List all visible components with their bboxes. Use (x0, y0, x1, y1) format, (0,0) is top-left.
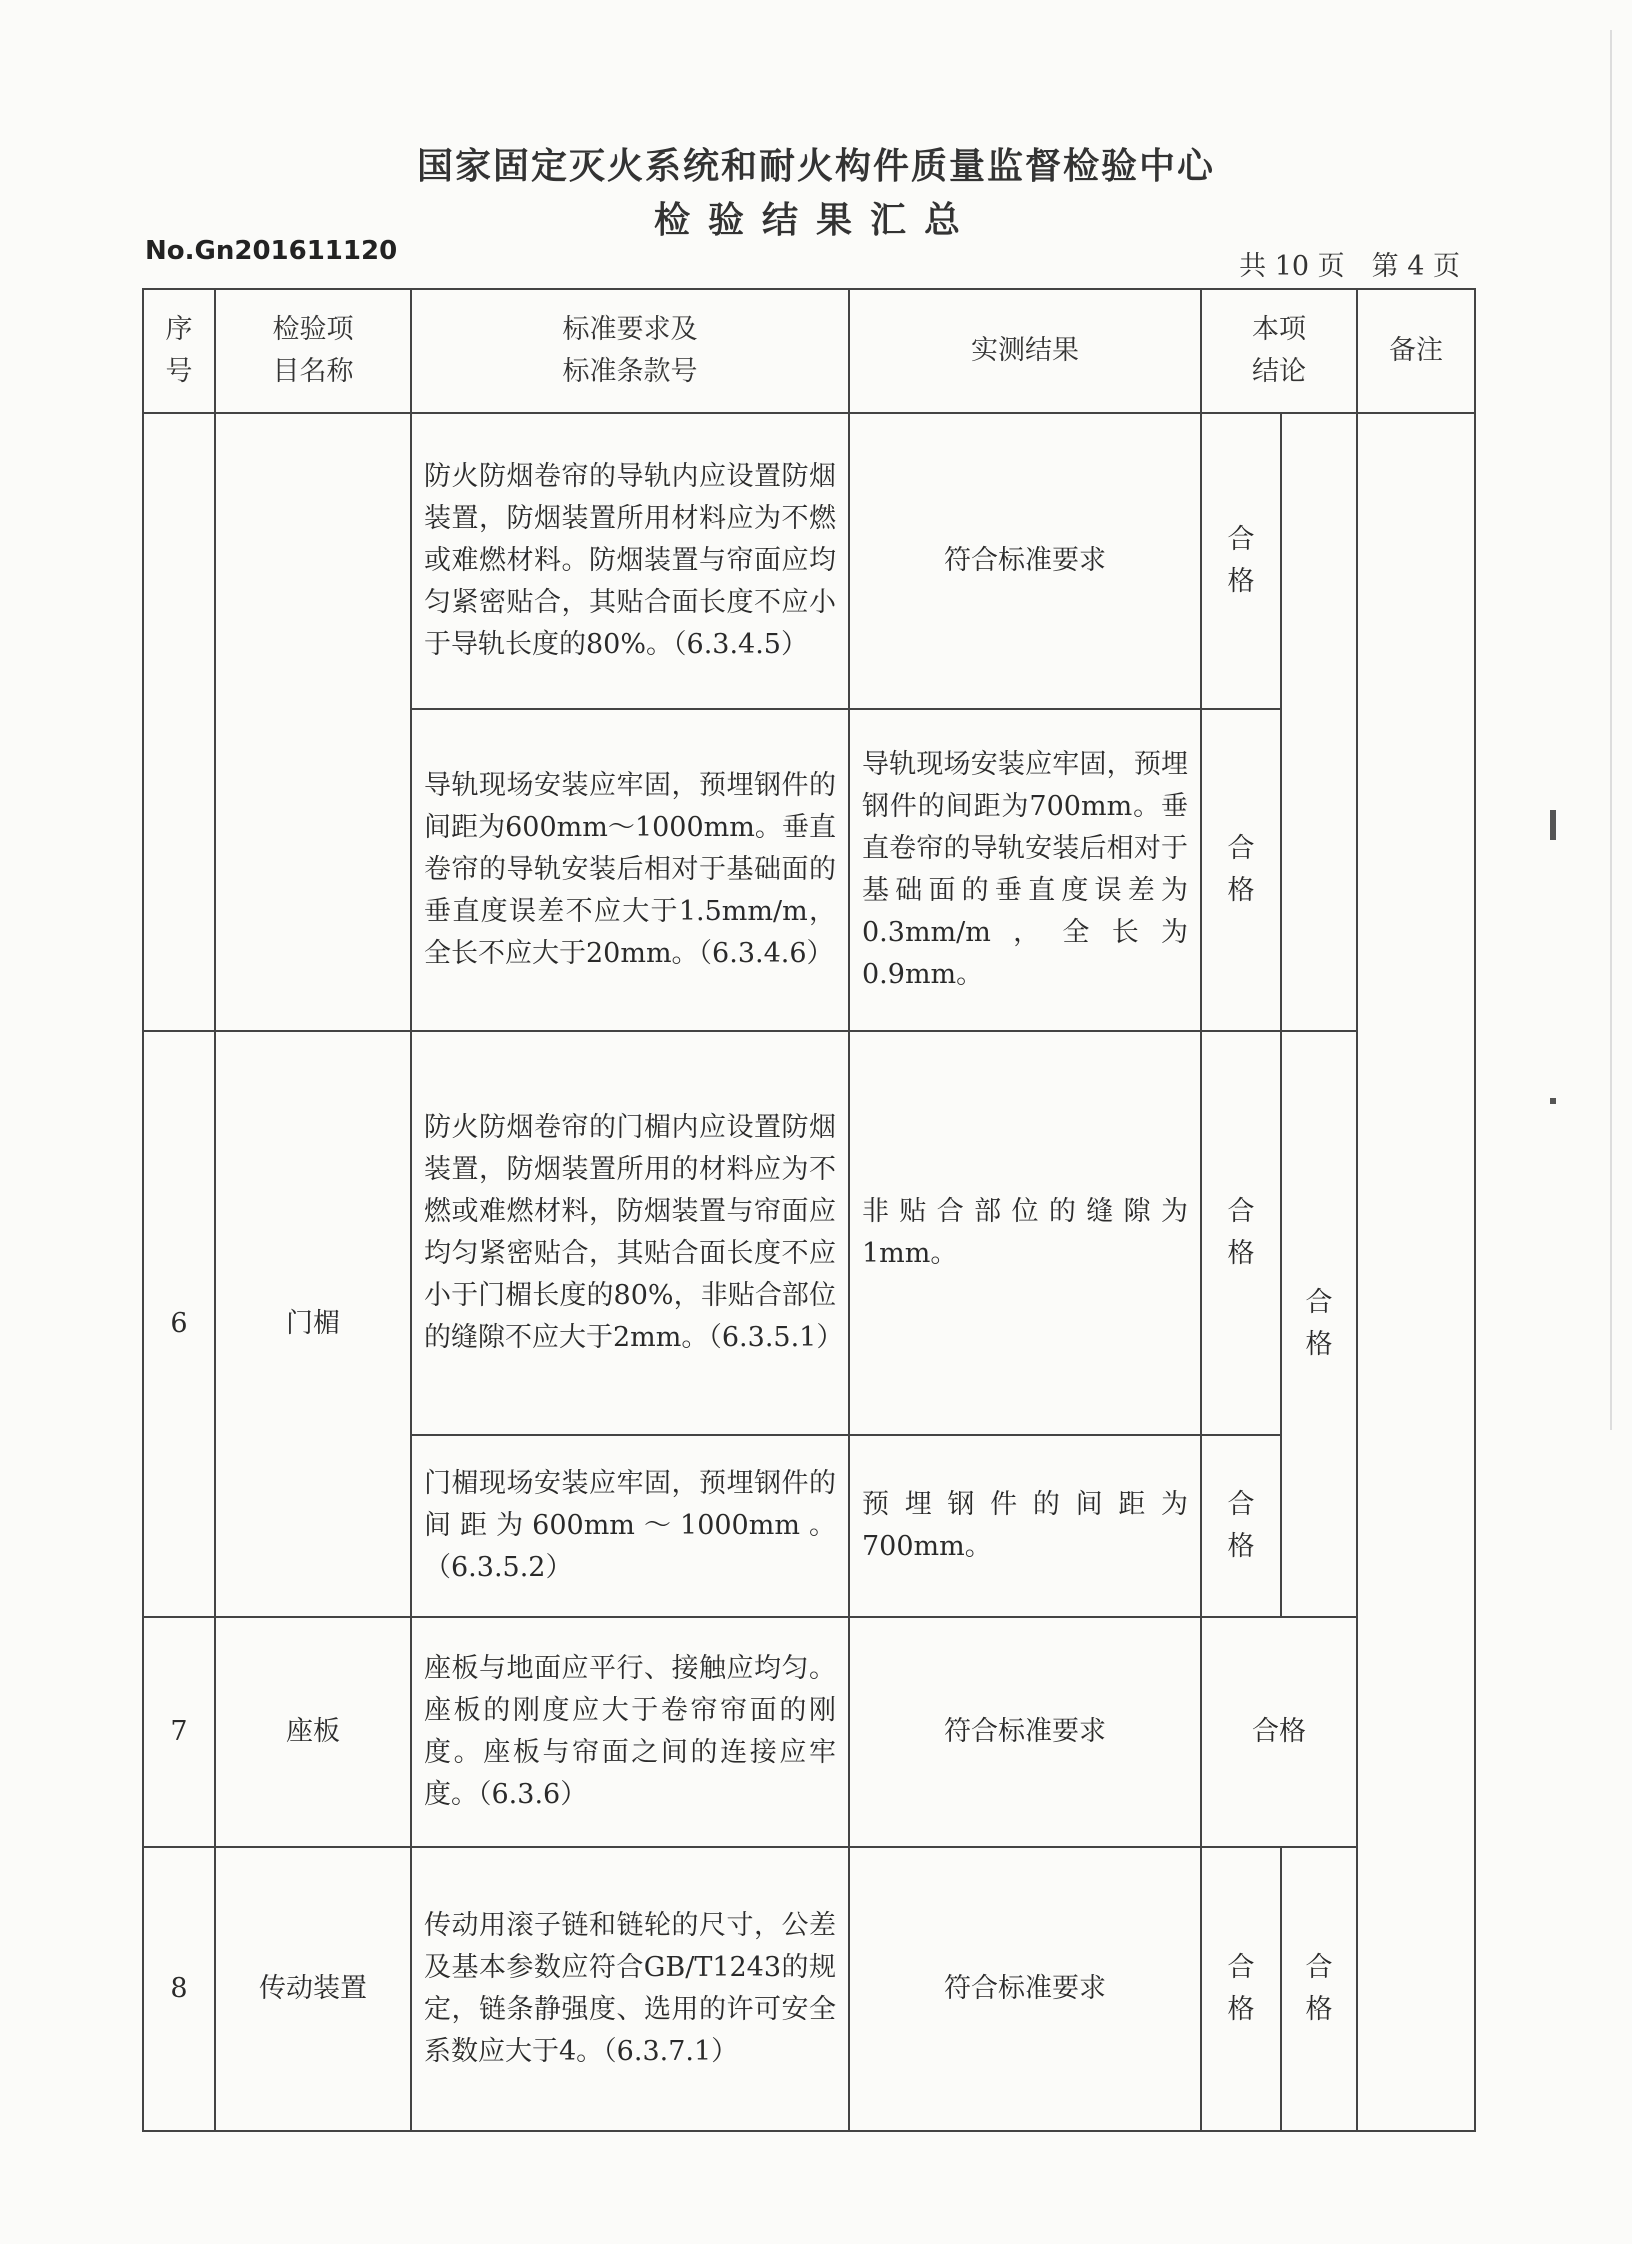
conclusion-char: 格 (1227, 566, 1255, 597)
requirement-cell: 传动用滚子链和链轮的尺寸，公差及基本参数应符合GB/T1243的规定，链条静强度、选用的许可安全系数应大于4。（6.3.7.1） (411, 1847, 849, 2131)
conclusion-char: 格 (1227, 1238, 1255, 1269)
header-seq-line: 序 (165, 314, 193, 345)
conclusion-char: 合 (1227, 1952, 1255, 1983)
scan-edge-line (1610, 30, 1612, 1430)
result-cell: 导轨现场安装应牢固，预埋钢件的间距为700mm。垂直卷帘的导轨安装后相对于基础面的垂直度误差为0.3mm/m，全长为0.9mm。 (849, 709, 1201, 1031)
seal-fragment-mark (1550, 1098, 1556, 1104)
note-cell (1357, 413, 1475, 2131)
requirement-cell: 座板与地面应平行、接触应均匀。座板的刚度应大于卷帘帘面的刚度。座板与帘面之间的连接应牢度。（6.3.6） (411, 1617, 849, 1847)
conclusion-char: 合 (1227, 1489, 1255, 1520)
header-result: 实测结果 (849, 289, 1201, 413)
requirement-cell: 防火防烟卷帘的门楣内应设置防烟装置，防烟装置所用的材料应为不燃或难燃材料，防烟装置与帘面应均匀紧密贴合，其贴合面长度不应小于门楣长度的80%，非贴合部位的缝隙不应大于2mm。（6.3.5.1） (411, 1031, 849, 1435)
requirement-cell: 门楣现场安装应牢固，预埋钢件的间距为600mm～1000mm。（6.3.5.2） (411, 1435, 849, 1617)
header-requirement (411, 289, 849, 413)
document-subtitle: 检验结果汇总 (653, 200, 978, 241)
conclusion-char: 格 (1227, 1531, 1255, 1562)
results-table (142, 288, 1476, 2132)
conclusion-char: 合 (1227, 1196, 1255, 1227)
table-row (143, 1031, 1475, 1435)
item-cell: 座板 (215, 1617, 411, 1847)
table-header-row (143, 289, 1475, 413)
header-item-line: 目名称 (272, 356, 354, 387)
group-conclusion-char: 格 (1305, 1329, 1333, 1360)
result-cell: 预埋钢件的间距为700mm。 (849, 1435, 1201, 1617)
group-conclusion-cell (1281, 1031, 1357, 1617)
table-row (143, 1617, 1475, 1847)
result-cell: 符合标准要求 (849, 1847, 1201, 2131)
conclusion-cell (1201, 1435, 1281, 1617)
conclusion-cell (1201, 1847, 1281, 2131)
conclusion-cell (1201, 1031, 1281, 1435)
header-note: 备注 (1357, 289, 1475, 413)
group-conclusion-char: 格 (1305, 1994, 1333, 2025)
seq-cell: 6 (143, 1031, 215, 1617)
group-conclusion-cell (1281, 1847, 1357, 2131)
report-number: No.Gn201611120 (145, 236, 398, 266)
conclusion-char: 合 (1227, 524, 1255, 555)
result-cell: 符合标准要求 (849, 413, 1201, 709)
requirement-cell: 导轨现场安装应牢固，预埋钢件的间距为600mm～1000mm。垂直卷帘的导轨安装后相对于基础面的垂直度误差不应大于1.5mm/m，全长不应大于20mm。（6.3.4.6） (411, 709, 849, 1031)
result-cell: 符合标准要求 (849, 1617, 1201, 1847)
result-cell: 非贴合部位的缝隙为1mm。 (849, 1031, 1201, 1435)
header-req-line: 标准要求及 (562, 314, 698, 345)
seq-cell: 7 (143, 1617, 215, 1847)
seal-fragment-mark (1550, 810, 1556, 840)
item-cell-empty (215, 413, 411, 1031)
document-title: 国家固定灭火系统和耐火构件质量监督检验中心 (416, 146, 1215, 187)
seq-cell-empty (143, 413, 215, 1031)
group-conclusion-char: 合 (1305, 1952, 1333, 1983)
item-cell: 门楣 (215, 1031, 411, 1617)
page-info: 共 10 页 第 4 页 (1239, 251, 1460, 282)
seq-cell: 8 (143, 1847, 215, 2131)
header-seq (143, 289, 215, 413)
group-conclusion-char: 合 (1305, 1287, 1333, 1318)
header-conclusion-line: 结论 (1252, 356, 1306, 387)
header-item (215, 289, 411, 413)
conclusion-cell (1201, 709, 1281, 1031)
header-conclusion-line: 本项 (1252, 314, 1306, 345)
conclusion-char: 合 (1227, 833, 1255, 864)
table-row (143, 413, 1475, 709)
header-conclusion (1201, 289, 1357, 413)
item-cell: 传动装置 (215, 1847, 411, 2131)
requirement-cell: 防火防烟卷帘的导轨内应设置防烟装置，防烟装置所用材料应为不燃或难燃材料。防烟装置与帘面应均匀紧密贴合，其贴合面长度不应小于导轨长度的80%。（6.3.4.5） (411, 413, 849, 709)
conclusion-char: 格 (1227, 875, 1255, 906)
conclusion-char: 格 (1227, 1994, 1255, 2025)
conclusion-cell (1201, 413, 1281, 709)
group-conclusion-empty (1281, 413, 1357, 1031)
header-req-line: 标准条款号 (562, 356, 698, 387)
header-seq-line: 号 (165, 356, 193, 387)
conclusion-cell: 合格 (1201, 1617, 1357, 1847)
header-item-line: 检验项 (272, 314, 354, 345)
table-row (143, 1847, 1475, 2131)
